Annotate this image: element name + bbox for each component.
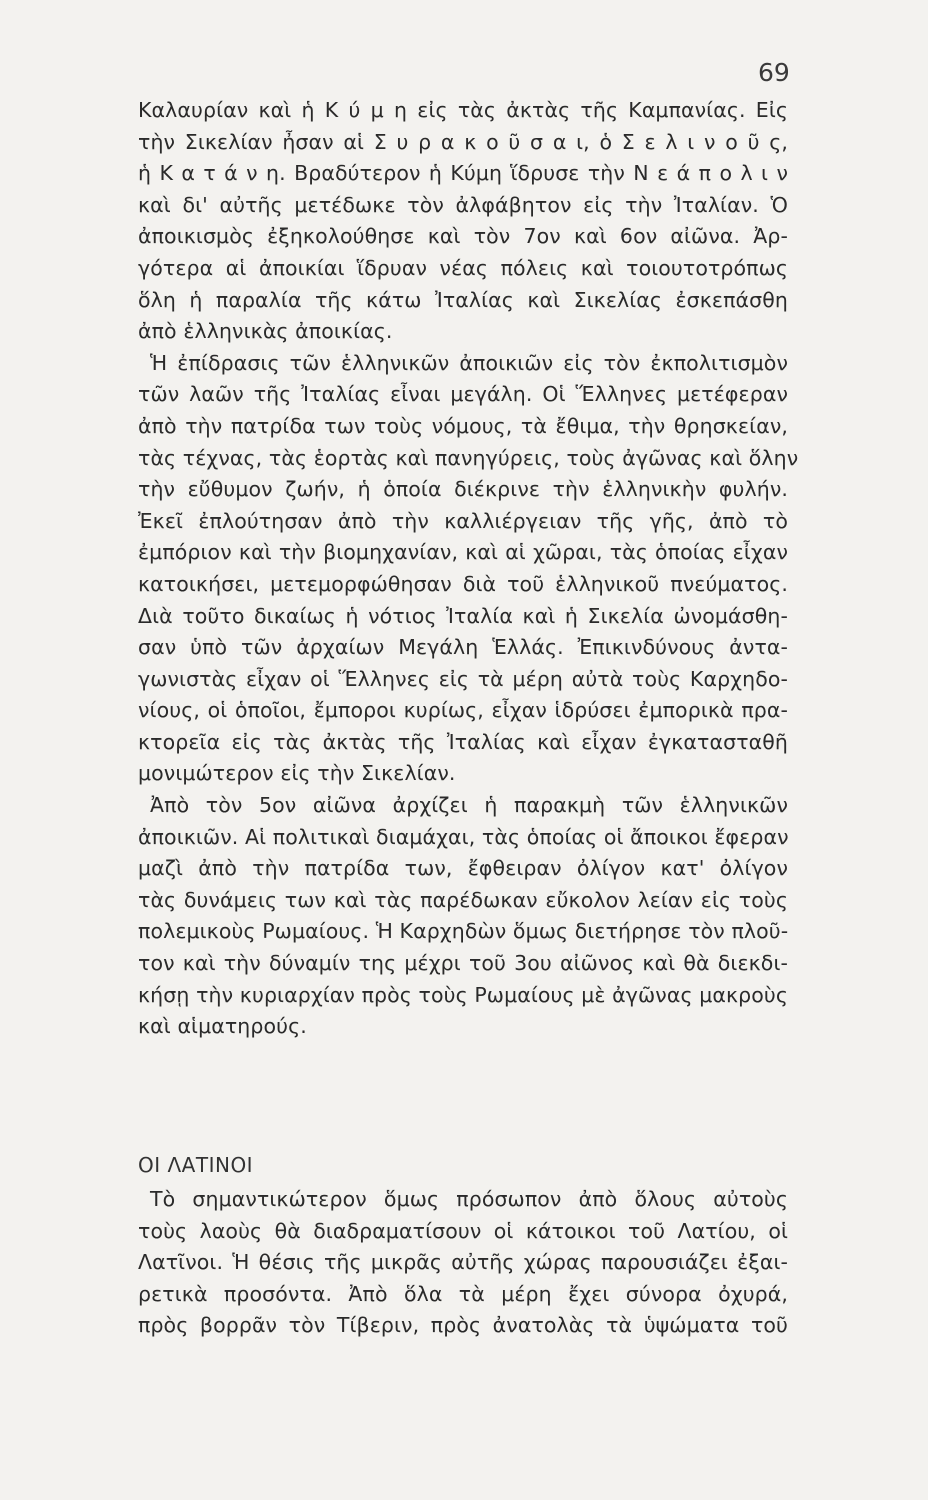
text-line: τῶν λαῶν τῆς Ἰταλίας εἶναι μεγάλη. Οἱ Ἕλληνες μετέφεραν [138, 382, 788, 407]
text-line: νίους, οἱ ὁποῖοι, ἔμποροι κυρίως, εἶχαν ἱδρύσει ἐμπορικὰ πρα- [138, 698, 788, 723]
section-heading: ΟΙ ΛΑΤΙΝΟΙ [138, 1153, 254, 1177]
text-line: Ἀπὸ τὸν 5ον αἰῶνα ἀρχίζει ἡ παρακμὴ τῶν ἑλληνικῶν [150, 793, 788, 818]
text-line: ἡ Κ α τ ά ν η. Βραδύτερον ἡ Κύμη ἵδρυσε τὴν Ν ε ά π ο λ ι ν [138, 161, 788, 186]
text-line: Διὰ τοῦτο δικαίως ἡ νότιος Ἰταλία καὶ ἡ Σικελία ὠνομάσθη- [138, 603, 788, 628]
text-line: καὶ δι' αὐτῆς μετέδωκε τὸν ἀλφάβητον εἰς τὴν Ἰταλίαν. Ὁ [138, 192, 788, 217]
text-line: Καλαυρίαν καὶ ἡ Κ ύ μ η εἰς τὰς ἀκτὰς τῆς Καμπανίας. Εἰς [138, 98, 788, 122]
text-line: καὶ αἱματηρούς. [138, 1014, 307, 1039]
paragraph-block-2 [138, 1184, 788, 1342]
text-line: τὰς τέχνας, τὰς ἑορτὰς καὶ πανηγύρεις, τοὺς ἀγῶνας καὶ ὅλην [138, 445, 799, 470]
text-line: Ἐκεῖ ἐπλούτησαν ἀπὸ τὴν καλλιέργειαν τῆς γῆς, ἀπὸ τὸ [138, 508, 788, 533]
text-line: Λατῖνοι. Ἡ θέσις τῆς μικρᾶς αὐτῆς χώρας παρουσιάζει ἐξαι- [138, 1250, 788, 1275]
paragraph-block-1 [138, 95, 799, 1043]
text-line: σαν ὑπὸ τῶν ἀρχαίων Μεγάλη Ἑλλάς. Ἐπικινδύνους ἀντα- [138, 635, 788, 660]
text-line: ἐμπόριον καὶ τὴν βιομηχανίαν, καὶ αἱ χῶραι, τὰς ὁποίας εἶχαν [138, 540, 788, 565]
text-line: τοὺς λαοὺς θὰ διαδραματίσουν οἱ κάτοικοι τοῦ Λατίου, οἱ [138, 1218, 788, 1243]
text-line: ἀπὸ ἑλληνικὰς ἀποικίας. [138, 319, 393, 344]
text-line: γότερα αἱ ἀποικίαι ἵδρυαν νέας πόλεις καὶ τοιουτοτρόπως [138, 255, 788, 280]
text-line: τὰς δυνάμεις των καὶ τὰς παρέδωκαν εὔκολον λείαν εἰς τοὺς [138, 887, 788, 912]
text-line: τον καὶ τὴν δύναμίν της μέχρι τοῦ 3ου αἰῶνος καὶ θὰ διεκδι- [138, 951, 788, 976]
text-line: Ἡ ἐπίδρασις τῶν ἑλληνικῶν ἀποικιῶν εἰς τὸν ἐκπολιτισμὸν [150, 350, 788, 375]
text-line: Τὸ σημαντικώτερον ὅμως πρόσωπον ἀπὸ ὅλους αὐτοὺς [150, 1187, 788, 1211]
text-line: κήσῃ τὴν κυριαρχίαν πρὸς τοὺς Ρωμαίους μὲ ἀγῶνας μακροὺς [138, 982, 788, 1007]
text-line: ἀπὸ τὴν πατρίδα των τοὺς νόμους, τὰ ἔθιμα, τὴν θρησκείαν, [138, 413, 788, 438]
text-line: ἀποικιῶν. Αἱ πολιτικαὶ διαμάχαι, τὰς ὁποίας οἱ ἄποικοι ἔφεραν [138, 824, 789, 849]
text-line: ὅλη ἡ παραλία τῆς κάτω Ἰταλίας καὶ Σικελίας ἐσκεπάσθη [138, 287, 788, 312]
text-line: γωνιστὰς εἶχαν οἱ Ἕλληνες εἰς τὰ μέρη αὐτὰ τοὺς Καρχηδο- [138, 666, 788, 691]
text-line: τὴν Σικελίαν ἦσαν αἱ Σ υ ρ α κ ο ῦ σ α ι, ὁ Σ ε λ ι ν ο ῦ ς, [138, 129, 788, 154]
text-line: ρετικὰ προσόντα. Ἀπὸ ὅλα τὰ μέρη ἔχει σύνορα ὀχυρά, [138, 1281, 788, 1306]
text-line: μαζὶ ἀπὸ τὴν πατρίδα των, ἔφθειραν ὀλίγον κατ' ὀλίγον [138, 856, 788, 881]
text-line: κτορεῖα εἰς τὰς ἀκτὰς τῆς Ἰταλίας καὶ εἶχαν ἐγκατασταθῆ [138, 729, 788, 754]
text-line: πολεμικοὺς Ρωμαίους. Ἡ Καρχηδὼν ὅμως διετήρησε τὸν πλοῦ- [138, 919, 789, 944]
text-line: πρὸς βορρᾶν τὸν Τίβεριν, πρὸς ἀνατολὰς τὰ ὑψώματα τοῦ [138, 1313, 788, 1338]
text-line: ἀποικισμὸς ἐξηκολούθησε καὶ τὸν 7ον καὶ 6ον αἰῶνα. Ἀρ- [138, 224, 788, 249]
text-line: κατοικήσει, μετεμορφώθησαν διὰ τοῦ ἑλληνικοῦ πνεύματος. [138, 571, 788, 596]
text-line: μονιμώτερον εἰς τὴν Σικελίαν. [138, 761, 456, 786]
text-line: τὴν εὔθυμον ζωήν, ἡ ὁποία διέκρινε τὴν ἑλληνικὴν φυλήν. [138, 477, 788, 502]
page-number: 69 [758, 58, 790, 87]
